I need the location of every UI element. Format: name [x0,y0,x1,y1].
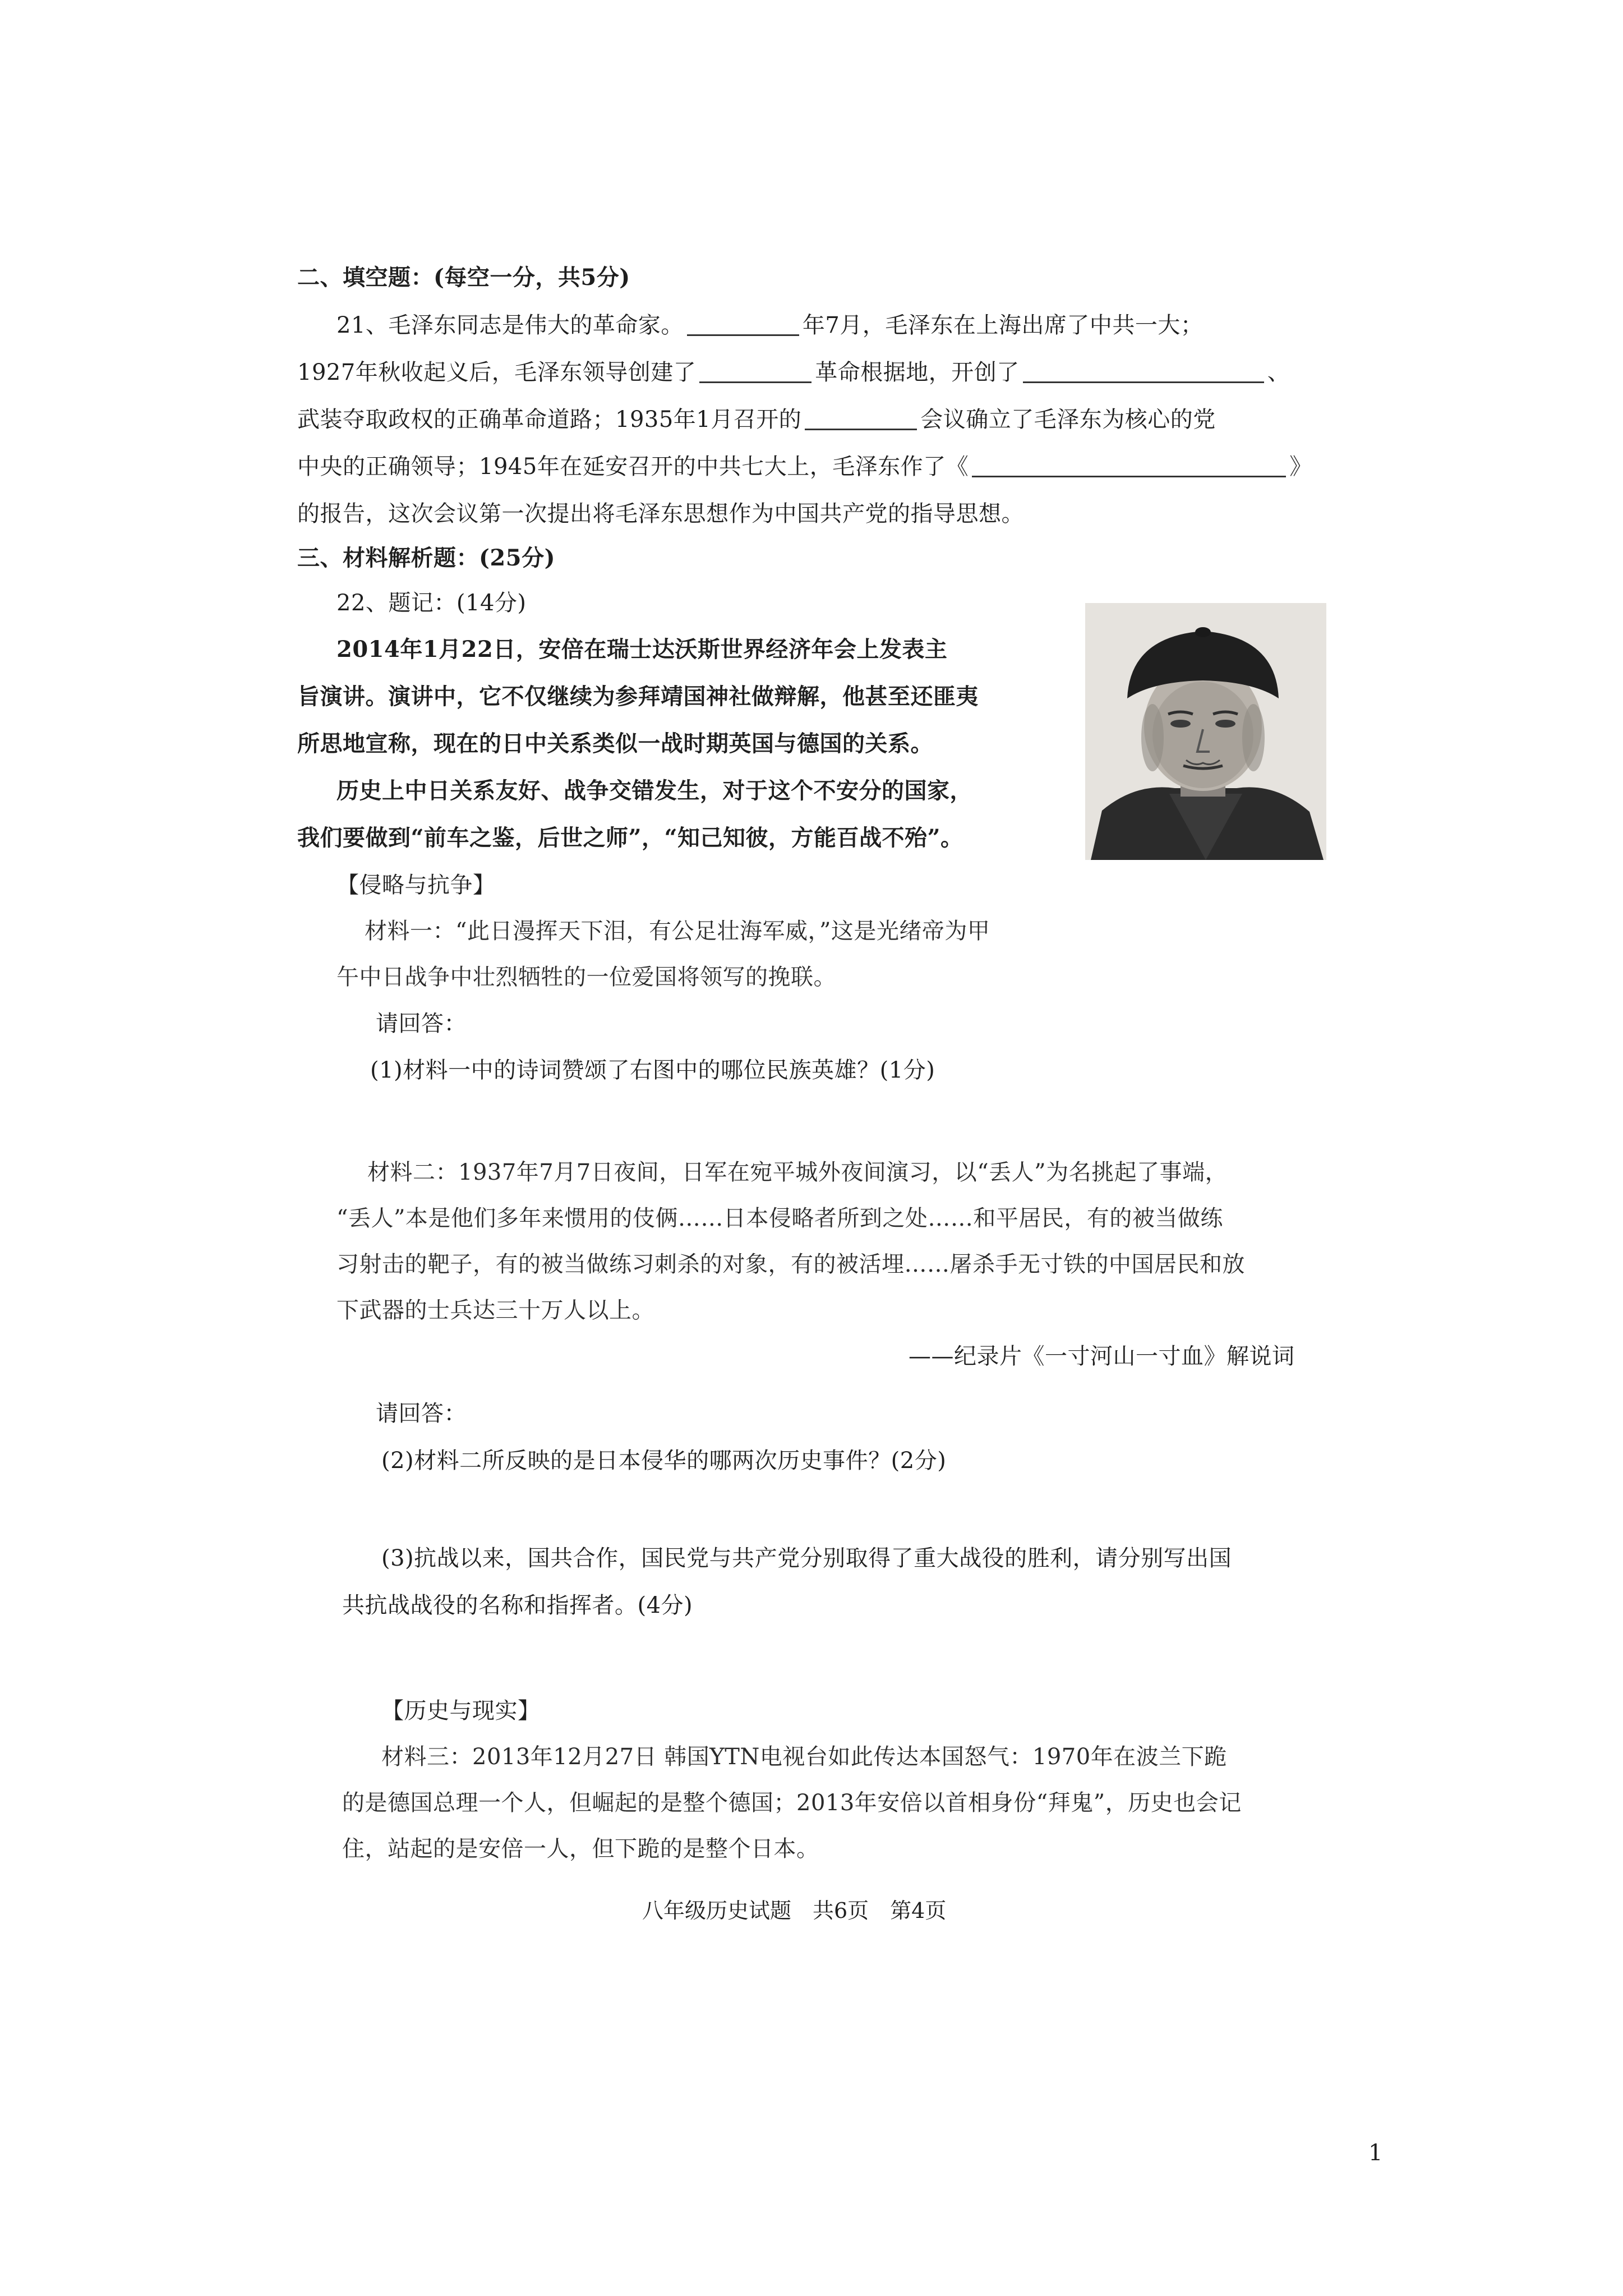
material2-line: 材料二：1937年7月7日夜间，日军在宛平城外夜间演习，以“丢人”为名挑起了事端， [367,1159,1228,1185]
question-3-line: 共抗战战役的名称和指挥者。(4分) [342,1593,693,1618]
blank-year[interactable] [687,316,799,336]
ask-label: 请回答： [376,1401,467,1427]
intro-line: 2014年1月22日，安倍在瑞士达沃斯世界经济年会上发表主 [336,636,948,662]
part1-title: 【侵略与抗争】 [336,872,496,898]
material2-line: 下武器的士兵达三十万人以上。 [336,1297,654,1323]
question-1: (1)材料一中的诗词赞颂了右图中的哪位民族英雄？(1分) [370,1057,935,1083]
q21-line2 [297,361,1290,384]
material2-line: 习射击的靶子，有的被当做练习刺杀的对象，有的被活埋……屠杀手无寸铁的中国居民和放 [336,1251,1245,1277]
q21-text: 革命根据地，开创了 [815,360,1020,385]
material3-line: 住，站起的是安倍一人，但下跪的是整个日本。 [342,1836,819,1862]
ask-label: 请回答： [376,1011,467,1037]
material1-line: 材料一：“此日漫挥天下泪，有公足壮海军威，”这是光绪帝为甲 [365,918,990,944]
intro-line: 历史上中日关系友好、战争交错发生，对于这个不安分的国家， [336,777,972,804]
q21-line3 [297,408,1216,431]
material1-line: 午中日战争中壮烈牺牲的一位爱国将领写的挽联。 [336,964,836,990]
q21-text: 》 [1289,454,1312,480]
q21-line5: 的报告，这次会议第一次提出将毛泽东思想作为中国共产党的指导思想。 [297,501,1024,527]
q21-text: 、 [1267,360,1290,385]
intro-line: 旨演讲。演讲中，它不仅继续为参拜靖国神社做辩解，他甚至还匪夷 [297,683,979,710]
blank-meeting[interactable] [805,411,917,430]
q21-line4 [297,455,1312,478]
blank-road[interactable] [1023,364,1264,383]
q21-text: 武装夺取政权的正确革命道路；1935年1月召开的 [297,407,802,432]
portrait-image [1085,603,1326,860]
blank-base[interactable] [699,364,811,383]
portrait-photo [1085,603,1326,860]
q21-text: 中央的正确领导；1945年在延安召开的中共七大上，毛泽东作了《 [297,454,969,480]
part2-title: 【历史与现实】 [381,1698,541,1724]
intro-line: 所思地宣称，现在的日中关系类似一战时期英国与德国的关系。 [297,730,933,757]
material3-line: 的是德国总理一个人，但崛起的是整个德国；2013年安倍以首相身份“拜鬼”，历史也会记 [342,1790,1242,1816]
q21-text: 1927年秋收起义后，毛泽东领导创建了 [297,360,697,385]
intro-line: 我们要做到“前车之鉴，后世之师”，“知己知彼，方能百战不殆”。 [297,825,963,851]
material2-line: “丢人”本是他们多年来惯用的伎俩……日本侵略者所到之处……和平居民，有的被当做练 [336,1205,1223,1231]
q21-line1 [336,314,1203,337]
q21-text: 年7月，毛泽东在上海出席了中共一大； [802,312,1204,338]
q22-title: 22、题记：(14分) [336,590,527,616]
q21-text: 21、毛泽东同志是伟大的革命家。 [336,312,684,338]
question-2: (2)材料二所反映的是日本侵华的哪两次历史事件？(2分) [381,1448,947,1474]
blank-report[interactable] [972,458,1286,477]
question-3-line: (3)抗战以来，国共合作，国民党与共产党分别取得了重大战役的胜利，请分别写出国 [381,1545,1232,1571]
section2-heading: 二、填空题：(每空一分，共5分) [297,264,630,291]
page-number: 1 [1368,2140,1383,2166]
page-footer: 八年级历史试题 共6页 第4页 [642,1898,947,1923]
section3-heading: 三、材料解析题：(25分) [297,545,556,571]
material2-source: ——纪录片《一寸河山一寸血》解说词 [909,1343,1295,1369]
q21-text: 会议确立了毛泽东为核心的党 [920,407,1216,432]
material3-line: 材料三：2013年12月27日 韩国YTN电视台如此传达本国怒气：1970年在波兰下跪 [381,1744,1227,1770]
